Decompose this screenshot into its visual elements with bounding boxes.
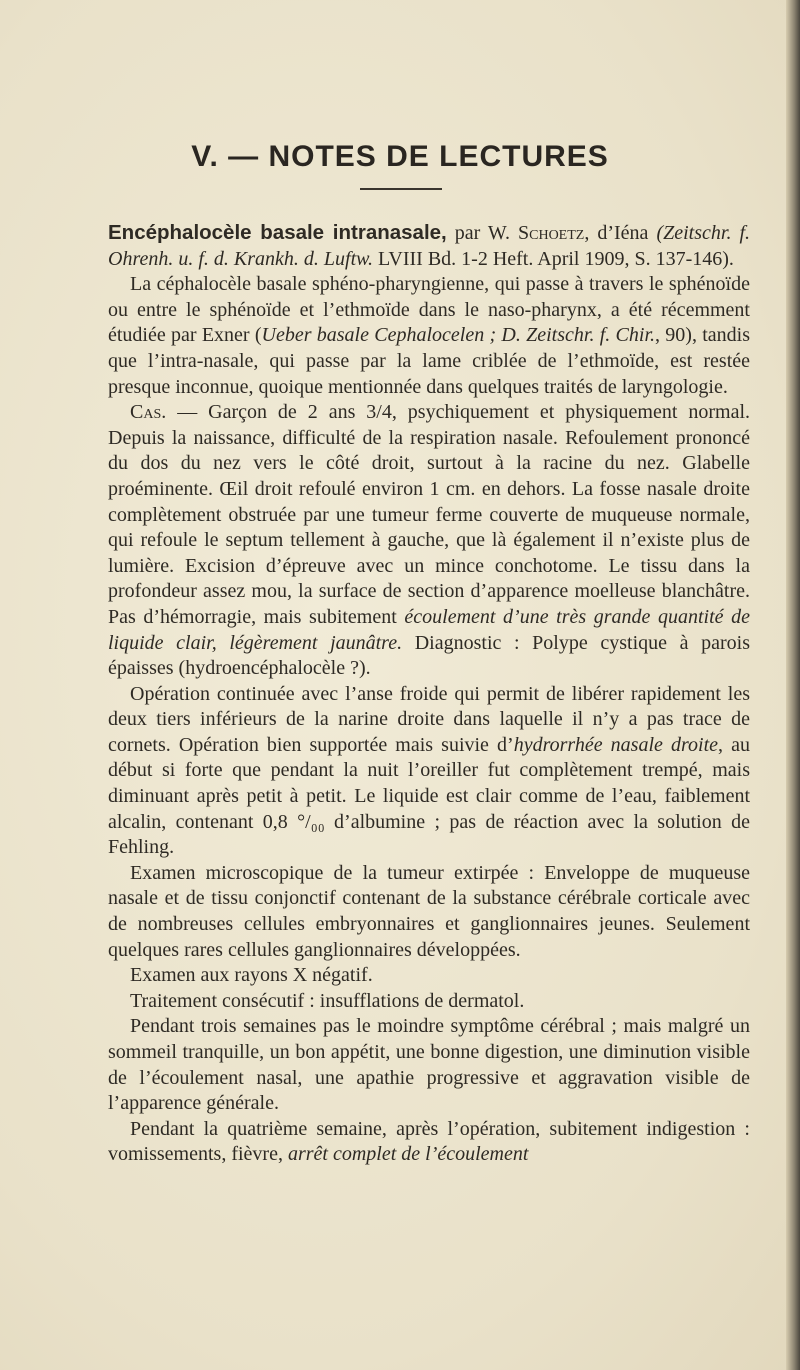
paragraph-microscopy: Examen microscopique de la tumeur extirpée : Enveloppe de muqueuse nasale et de tissu conjonctif contenant de la substance cérébrale corticale avec de nombreuses cellules embryonnaires et ganglionnaires jeunes. Seulement quelques rares cellules ganglionnaires développées. — [108, 861, 750, 961]
paragraph-treatment: Traitement consécutif : insufflations de dermatol. — [130, 989, 525, 1012]
source-details: LVIII Bd. 1-2 Heft. April 1909, S. 137-146). — [378, 247, 734, 270]
fourth-week-text: Pendant la quatrième semaine, après l’opération, subitement indigestion : vomissements, fièvre, — [108, 1117, 750, 1166]
page-edge-shadow — [786, 0, 800, 1370]
intro-text-end: , 90), tandis que l’intra-nasale, qui passe par la lame criblée de l’ethmoïde, est restée presque inconnue, quoique mentionnée dans quelques traités de laryngologie. — [108, 324, 751, 398]
paragraph-case — [108, 400, 750, 682]
paragraph-fourth-week — [108, 1117, 750, 1168]
operation-italic: hydrorrhée nasale droite — [513, 733, 719, 756]
paragraph-intro — [108, 272, 750, 400]
author-prefix: par W. — [454, 222, 510, 244]
author-name: Schoetz — [518, 222, 585, 244]
section-title: V. — NOTES DE LECTURES — [191, 140, 609, 173]
case-text: — Garçon de 2 ans 3/4, psychiquement et physiquement normal. Depuis la naissance, difficulté de la respiration nasale. Refoulement prononcé du dos du nez vers le côté droit, surtout à la racine du nez. Glabelle proéminente. Œil droit refoulé environ 1 cm. en dehors. La fosse nasale droite complètement obstruée par une tumeur ferme couverte de muqueuse normale, qui refoule le septum tellement à gauche, que là également il n’existe plus de lumière. Excision d’épreuve avec un mince conchotome. Le tissu dans la profondeur assez mou, la surface de section d’apparence moelleuse blanchâtre. Pas d’hémorragie, mais subitement — [108, 401, 750, 628]
operation-text: Opération continuée avec l’anse froide qui permit de libérer rapidement les deux tiers inférieurs de la narine droite dans laquelle il n’y a pas trace de cornets. Opération bien supportée mais suivie d’ — [108, 682, 750, 756]
intro-text: La céphalocèle basale sphéno-pharyngienne, qui passe à travers le sphénoïde ou entre le sphénoïde et l’ethmoïde dans le naso-pharynx, a été récemment étudiée par Exner ( — [108, 273, 750, 347]
article-heading — [108, 220, 750, 272]
article-title: Encéphalocèle basale intranasale, — [108, 221, 447, 244]
paragraph-xray: Examen aux rayons X négatif. — [130, 964, 373, 987]
case-italic: écoulement d’une très grande quantité de liquide clair, légèrement jaunâtre. — [108, 605, 751, 654]
paragraph-followup: Pendant trois semaines pas le moindre symptôme cérébral ; mais malgré un sommeil tranquille, un bon appétit, une bonne digestion, une diminution visible de l’écoulement nasal, une apathie progressive et aggravation visible de l’apparence générale. — [108, 1015, 750, 1115]
title-divider — [360, 188, 442, 190]
paragraph-operation — [108, 682, 750, 861]
source-journal: (Zeitschr. f. Ohrenh. u. f. d. Krankh. d. Luftw. — [108, 222, 751, 270]
article — [108, 220, 750, 1168]
author-suffix: , d’Iéna — [584, 222, 649, 244]
operation-text-end: , au début si forte que pendant la nuit l’oreiller fut complètement trempé, mais diminuant après petit à petit. Le liquide est clair comme de l’eau, faiblement alcalin, contenant 0,8 °/₀₀ d’albumine ; pas de réaction avec la solution de Fehling. — [108, 733, 751, 859]
case-diagnosis: Diagnostic : Polype cystique à parois épaisses (hydroencéphalocèle ?). — [108, 631, 750, 680]
case-label: Cas. — [130, 401, 167, 424]
intro-reference: Ueber basale Cephalocelen ; D. Zeitschr. f. Chir. — [261, 324, 656, 347]
fourth-week-italic: arrêt complet de l’écoulement — [287, 1143, 529, 1166]
